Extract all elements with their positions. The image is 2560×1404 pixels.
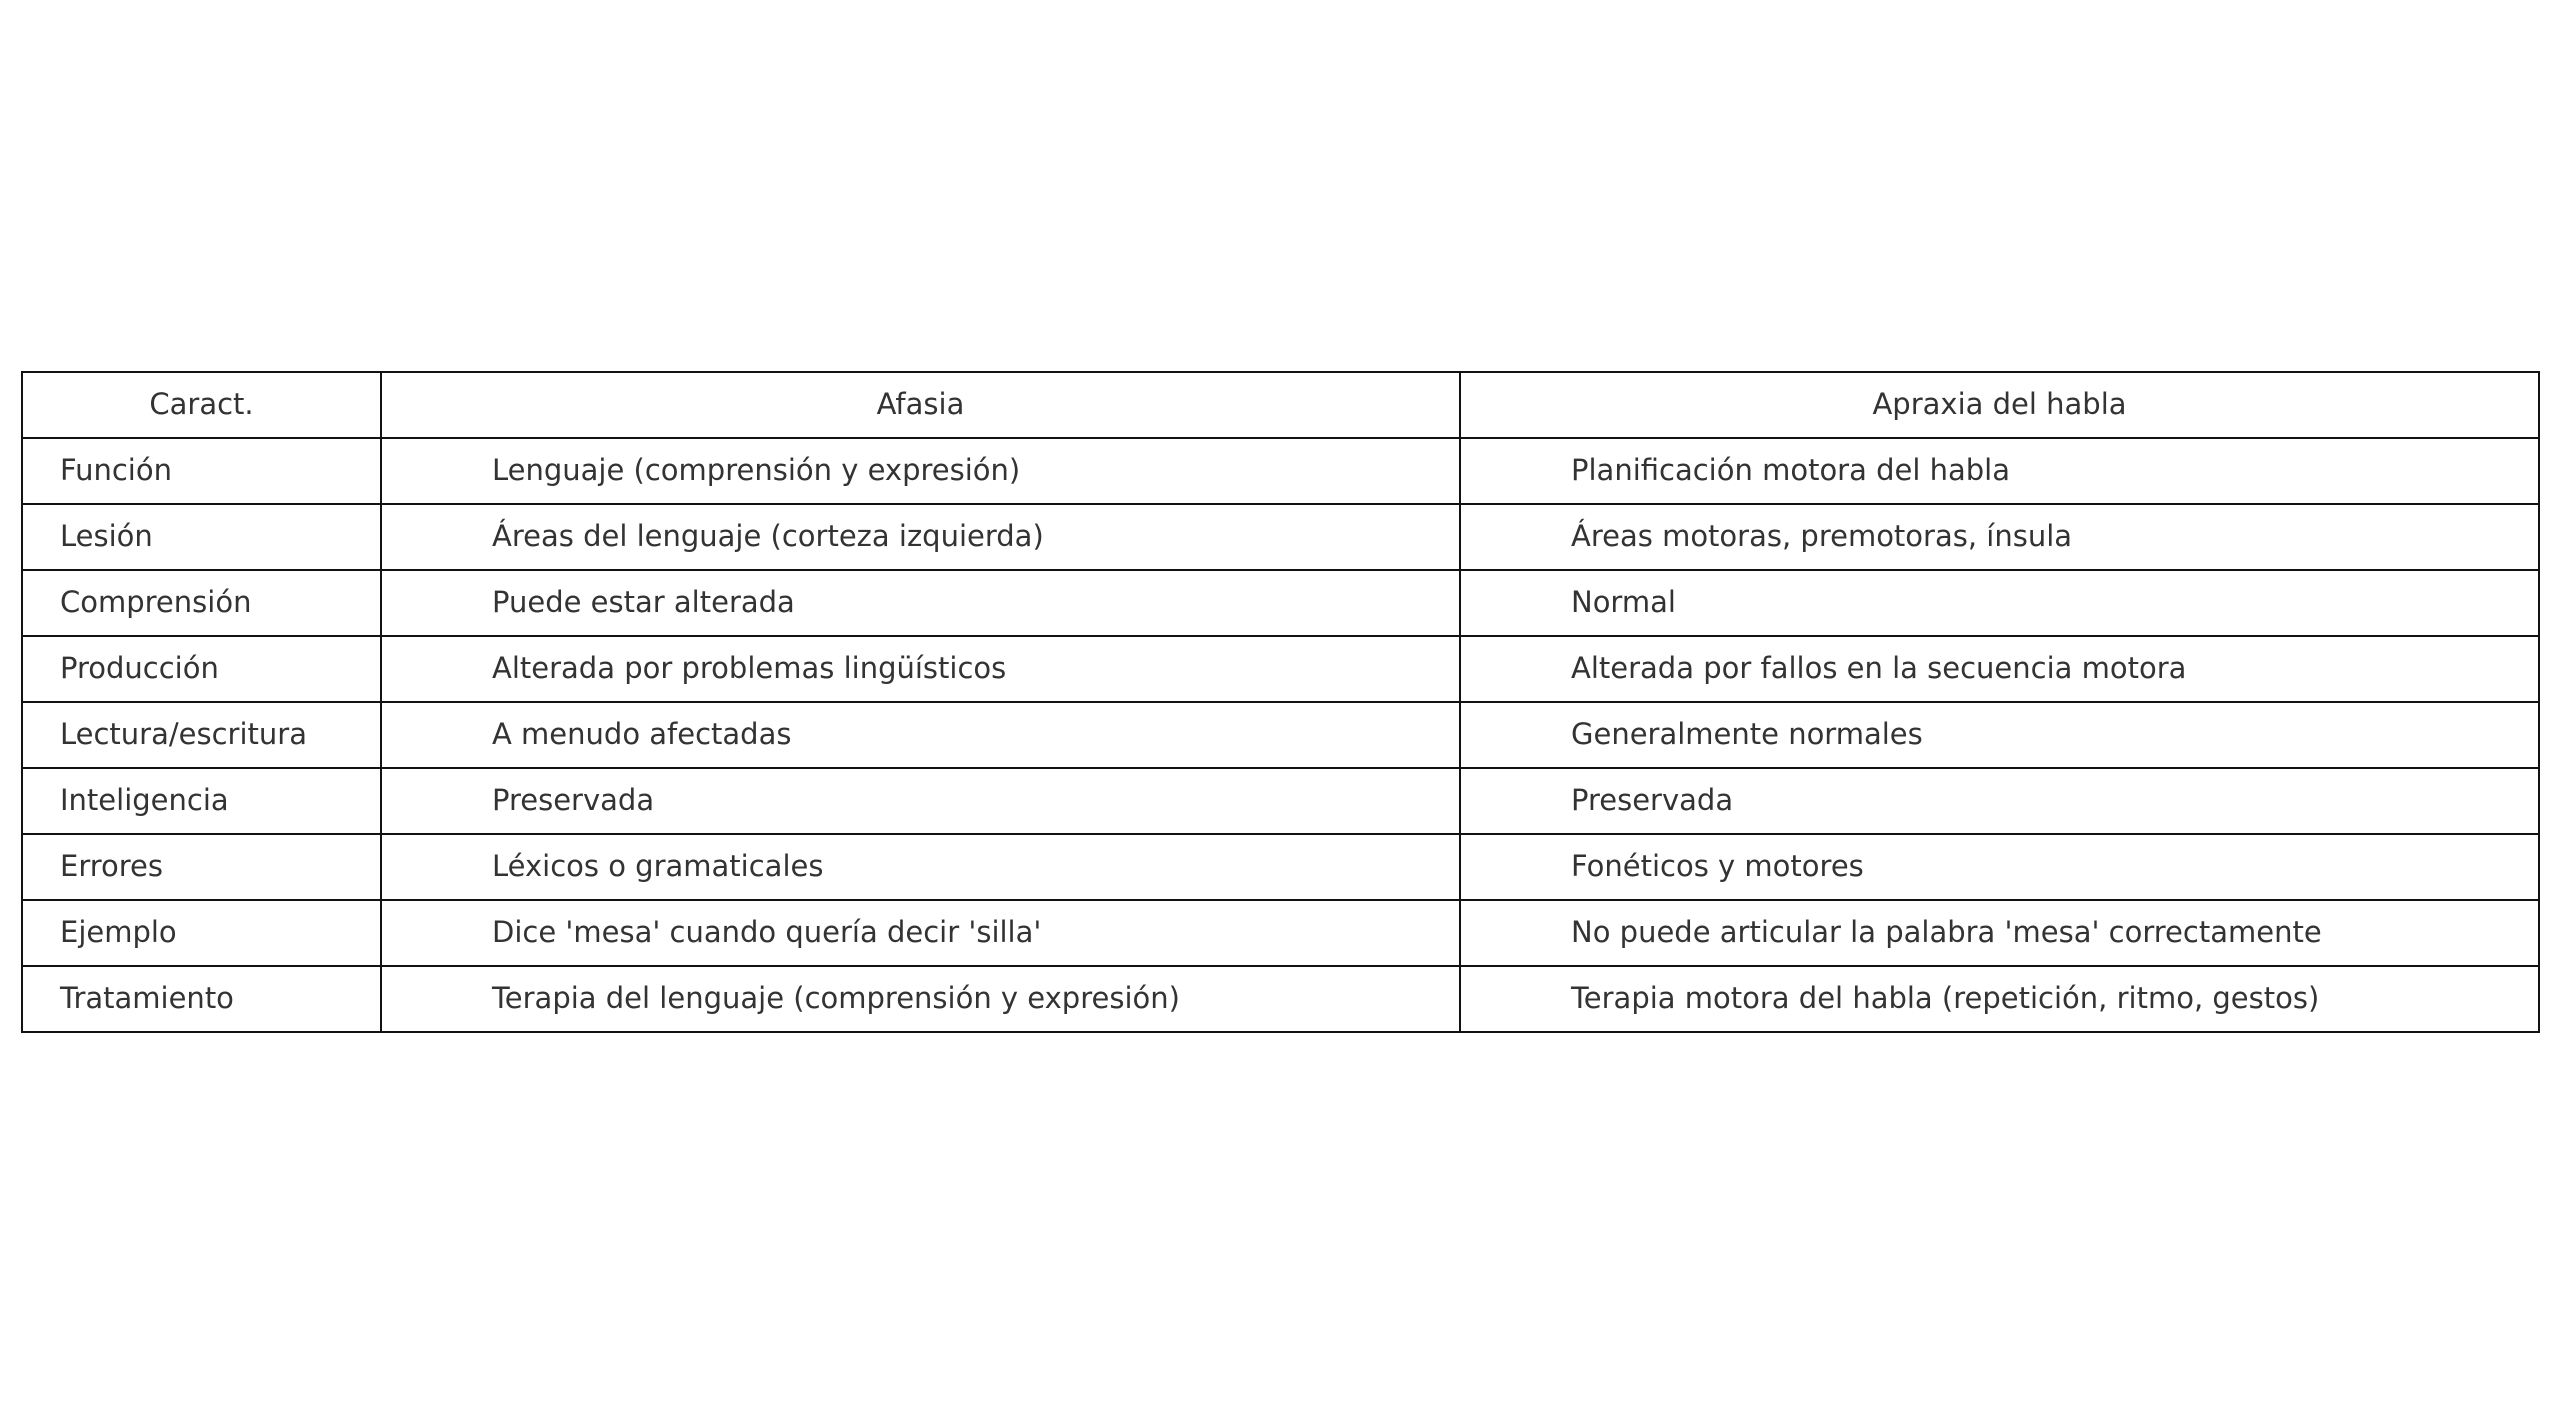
cell-characteristic: Lectura/escritura — [22, 702, 381, 768]
comparison-table-container — [21, 371, 2538, 1033]
table-row — [22, 768, 2539, 834]
table-header-row — [22, 372, 2539, 438]
table-row — [22, 834, 2539, 900]
table-row — [22, 570, 2539, 636]
cell-characteristic: Lesión — [22, 504, 381, 570]
cell-afasia: Alterada por problemas lingüísticos — [381, 636, 1460, 702]
cell-characteristic: Función — [22, 438, 381, 504]
table-row — [22, 504, 2539, 570]
cell-afasia: Dice 'mesa' cuando quería decir 'silla' — [381, 900, 1460, 966]
cell-apraxia: No puede articular la palabra 'mesa' correctamente — [1460, 900, 2539, 966]
column-header-apraxia: Apraxia del habla — [1460, 372, 2539, 438]
cell-characteristic: Inteligencia — [22, 768, 381, 834]
cell-apraxia: Normal — [1460, 570, 2539, 636]
cell-apraxia: Terapia motora del habla (repetición, ritmo, gestos) — [1460, 966, 2539, 1032]
cell-apraxia: Preservada — [1460, 768, 2539, 834]
column-header-afasia: Afasia — [381, 372, 1460, 438]
cell-afasia: Terapia del lenguaje (comprensión y expresión) — [381, 966, 1460, 1032]
table-row — [22, 702, 2539, 768]
cell-apraxia: Alterada por fallos en la secuencia motora — [1460, 636, 2539, 702]
cell-afasia: A menudo afectadas — [381, 702, 1460, 768]
cell-apraxia: Fonéticos y motores — [1460, 834, 2539, 900]
cell-afasia: Léxicos o gramaticales — [381, 834, 1460, 900]
table-row — [22, 438, 2539, 504]
cell-characteristic: Tratamiento — [22, 966, 381, 1032]
table-row — [22, 900, 2539, 966]
table-header — [22, 372, 2539, 438]
column-header-caract: Caract. — [22, 372, 381, 438]
cell-afasia: Áreas del lenguaje (corteza izquierda) — [381, 504, 1460, 570]
table-row — [22, 636, 2539, 702]
comparison-table — [21, 371, 2540, 1033]
cell-characteristic: Producción — [22, 636, 381, 702]
cell-apraxia: Planificación motora del habla — [1460, 438, 2539, 504]
table-row — [22, 966, 2539, 1032]
cell-apraxia: Generalmente normales — [1460, 702, 2539, 768]
cell-characteristic: Comprensión — [22, 570, 381, 636]
table-body — [22, 438, 2539, 1032]
cell-characteristic: Ejemplo — [22, 900, 381, 966]
cell-afasia: Puede estar alterada — [381, 570, 1460, 636]
cell-afasia: Preservada — [381, 768, 1460, 834]
cell-characteristic: Errores — [22, 834, 381, 900]
cell-afasia: Lenguaje (comprensión y expresión) — [381, 438, 1460, 504]
cell-apraxia: Áreas motoras, premotoras, ínsula — [1460, 504, 2539, 570]
